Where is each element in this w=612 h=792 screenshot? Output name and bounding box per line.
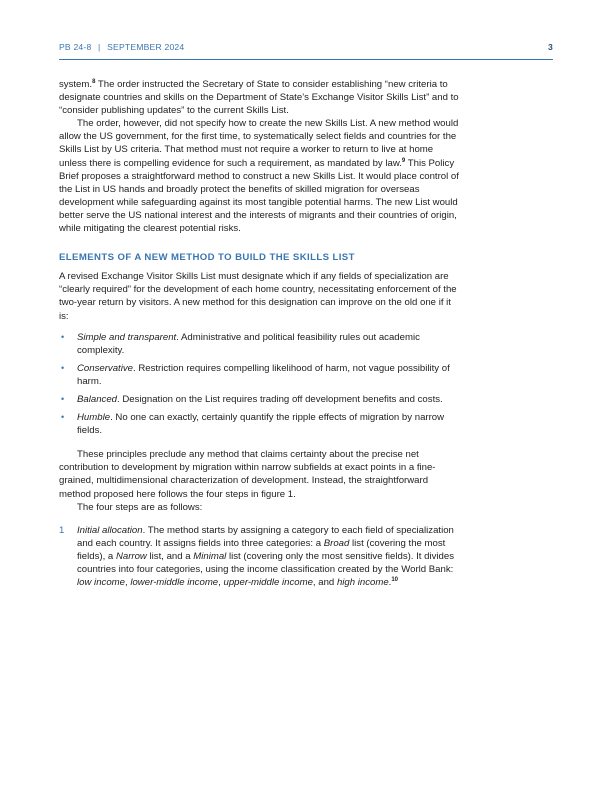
bullet-icon: • — [61, 331, 65, 342]
bullet-text: . No one can exactly, certainly quantify the ripple effects of migration by narrow fields. — [77, 412, 445, 437]
principles-list — [59, 331, 459, 438]
header-separator: | — [98, 42, 101, 52]
footnote-ref[interactable]: 8 — [92, 78, 96, 85]
paragraph: These principles preclude any method that claims certainty about the precise net contribution to development by migration within narrow subfields at exact points in a fine-grained, multidimensional characterization of development. Instead, the straightforward method proposed here follows the four steps in figure 1. — [59, 449, 436, 500]
page-number: 3 — [548, 42, 553, 52]
paragraph-continuation — [59, 78, 459, 117]
bullet-icon: • — [61, 412, 65, 423]
text-run: list (covering only the most sensitive fields). It divides countries into four categories, using the income classification created by the World Bank: — [77, 550, 455, 575]
section-heading: ELEMENTS OF A NEW METHOD TO BUILD THE SKILLS LIST — [59, 252, 355, 264]
list-item — [59, 411, 459, 437]
text-run: list, and a — [146, 550, 194, 562]
text-run: The order, however, did not specify how to create the new Skills List. A new method would allow the US government, for the first time, to systematically select fields and countries for the Skills List by US criteria. That method must not require a worker to return to live at home unless there is compelling evidence for such a requirement, as mandated by law. — [59, 118, 459, 169]
steps-intro: The four steps are as follows: — [77, 501, 203, 513]
header-rule — [59, 59, 553, 60]
text-run: lower-middle income — [130, 577, 219, 589]
bullet-term: Simple and transparent — [77, 331, 177, 343]
bullet-text: . Designation on the List requires trading off development benefits and costs. — [117, 393, 443, 405]
text-run: The order instructed the Secretary of State to consider establishing “new criteria to designate countries and skills on the Department of State’s Exchange Visitor Skills List” and to “consider publishing updates” to the current Skills List. — [59, 79, 459, 117]
list-item — [59, 362, 459, 388]
bullet-text: . Administrative and political feasibility rules out academic complexity. — [77, 331, 420, 356]
text-run: Broad — [323, 537, 350, 549]
text-run: , — [125, 577, 131, 589]
footnote-ref[interactable]: 9 — [401, 157, 406, 164]
running-header — [59, 42, 553, 56]
paragraph — [59, 117, 459, 235]
bullet-text: . Restriction requires compelling likelihood of harm, not vague possibility of harm. — [77, 362, 450, 387]
publication-date: SEPTEMBER 2024 — [107, 42, 185, 52]
footnote-ref[interactable]: 10 — [391, 576, 399, 583]
bullet-term: Conservative — [77, 362, 133, 374]
text-run: This Policy Brief proposes a straightforward method to construct a new Skills List. It would place control of the List in US hands and broadly protect the benefits of skilled migration for overseas development while safeguarding against its most tangible potential harms. The new List would better serve the US national interest and the interests of migrants and their countries of origin, while mitigating the clearest potential risks. — [59, 157, 459, 235]
section-intro: A revised Exchange Visitor Skills List must designate which if any fields of specialization are “clearly required” for the development of each home country, necessitating enforcement of the two-year return by visitors. A new method for this designation can improve on the old one if it is: — [59, 271, 457, 322]
text-run: list (covering the most fields), a — [77, 537, 446, 562]
doc-id: PB 24-8 — [59, 42, 92, 52]
header-left — [59, 42, 184, 52]
text-run: Narrow — [115, 550, 147, 562]
text-run: , — [218, 577, 224, 589]
bullet-term: Humble — [77, 412, 111, 424]
body-text — [59, 78, 459, 589]
text-run: low income — [77, 577, 125, 589]
bullet-icon: • — [61, 393, 65, 404]
bullet-icon: • — [61, 362, 65, 373]
steps-list — [59, 524, 459, 589]
bullet-term: Balanced — [77, 393, 118, 405]
step-number: 1 — [59, 524, 65, 536]
text-run: , and — [312, 577, 337, 589]
text-run: high income — [336, 577, 389, 589]
text-run: system. — [59, 79, 93, 90]
list-item — [59, 393, 459, 406]
text-run: . — [388, 577, 392, 589]
step-item — [59, 524, 459, 589]
text-run: . The method starts by assigning a category to each field of specialization and each country. It assigns fields into three categories: a — [77, 524, 454, 549]
list-item — [59, 331, 459, 357]
text-run: Minimal — [193, 550, 227, 562]
text-run: upper-middle income — [223, 577, 313, 589]
step-term: Initial allocation — [77, 524, 143, 536]
